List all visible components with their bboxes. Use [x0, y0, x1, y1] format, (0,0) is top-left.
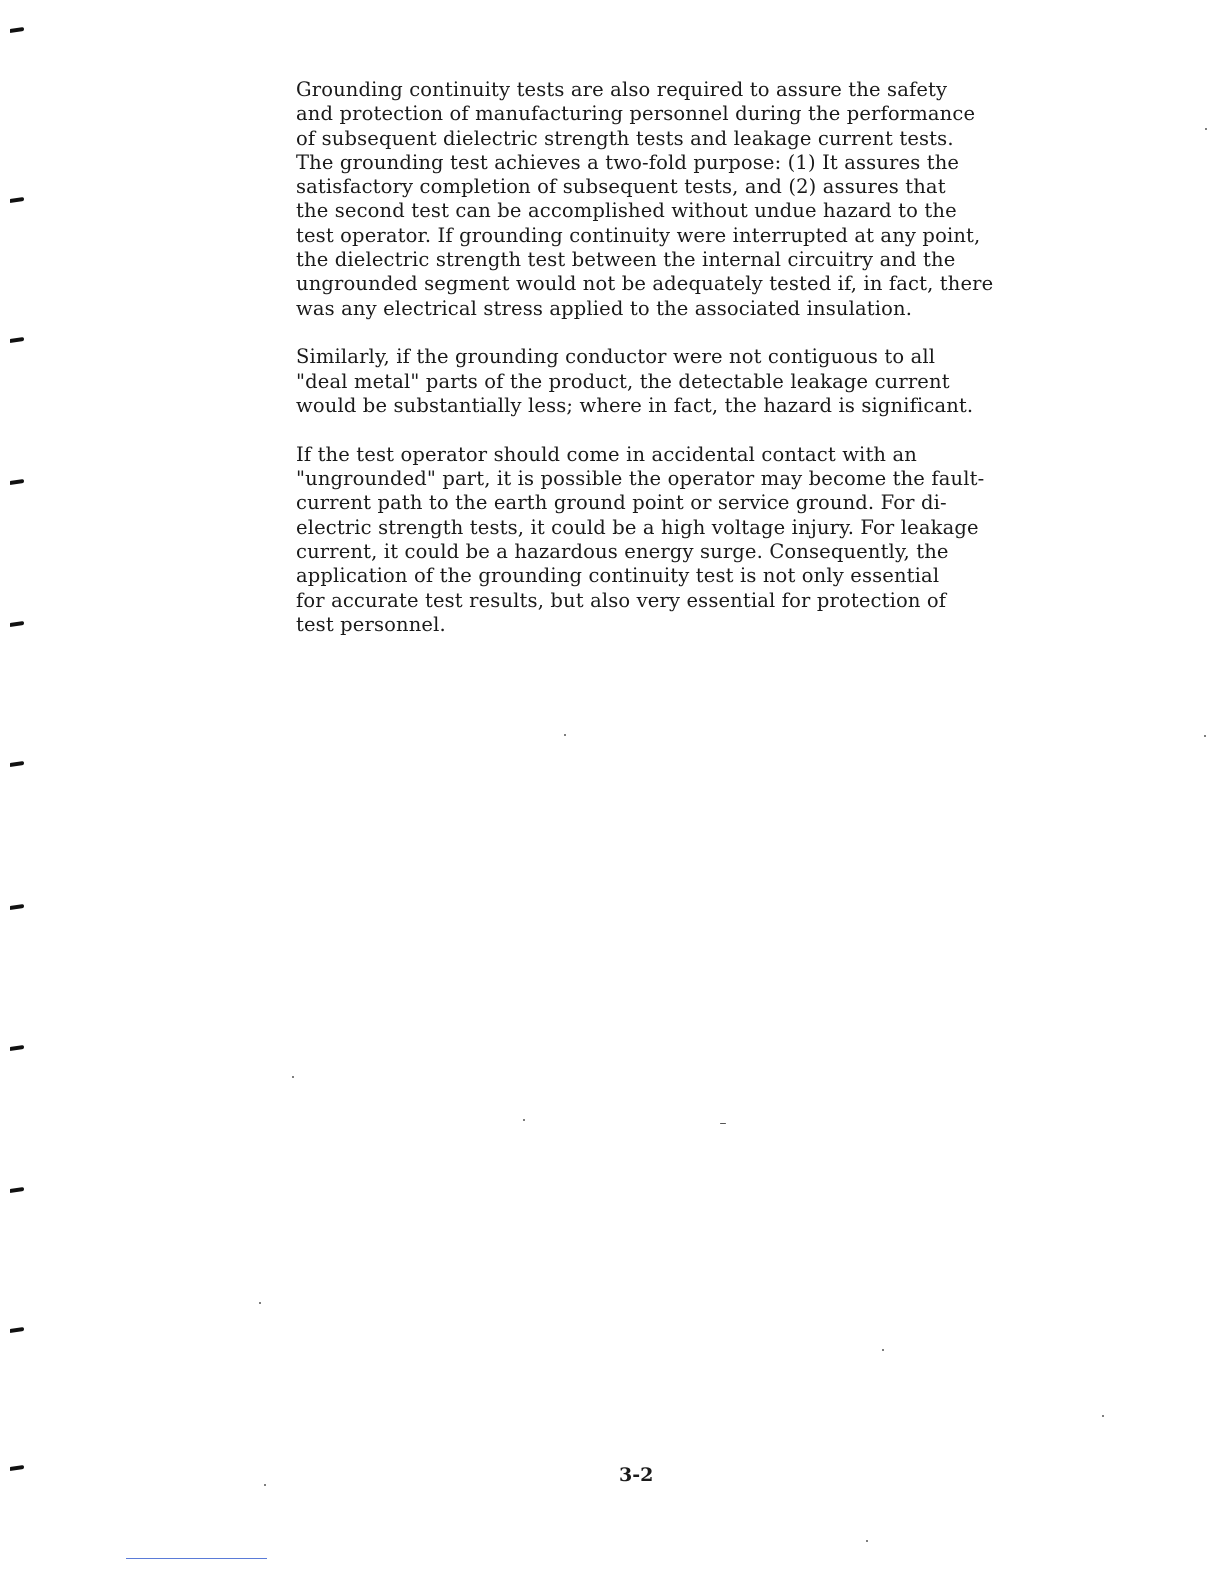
binder-hole-mark [10, 761, 24, 767]
scan-speck [882, 1349, 884, 1351]
binder-hole-mark [10, 1327, 24, 1333]
binder-hole-mark [10, 904, 24, 910]
binder-hole-mark [10, 1187, 24, 1193]
scan-speck [1205, 128, 1207, 130]
scan-speck [1102, 1415, 1104, 1417]
bottom-rule [126, 1558, 267, 1559]
paragraph-1 [296, 78, 1066, 321]
text-line: satisfactory completion of subsequent tests, and (2) assures that [296, 175, 946, 199]
binder-hole-mark [10, 337, 24, 343]
text-line: If the test operator should come in accidental contact with an [296, 442, 917, 466]
scan-speck [264, 1484, 266, 1486]
body-text [296, 78, 1066, 637]
text-line: application of the grounding continuity test is not only essential [296, 564, 940, 588]
scan-speck [720, 1123, 726, 1124]
text-line: "deal metal" parts of the product, the detectable leakage current [296, 369, 950, 393]
binder-hole-mark [10, 197, 24, 203]
scan-speck [1204, 735, 1206, 737]
text-line: The grounding test achieves a two-fold purpose: (1) It assures the [296, 150, 960, 174]
text-line: test operator. If grounding continuity were interrupted at any point, [296, 223, 981, 247]
text-line: and protection of manufacturing personnel during the performance [296, 102, 976, 126]
paragraph-3 [296, 443, 1066, 637]
text-line: would be substantially less; where in fact, the hazard is significant. [296, 394, 974, 418]
page-number: 3-2 [619, 1464, 654, 1486]
text-line: was any electrical stress applied to the associated insulation. [296, 296, 913, 320]
text-line: the second test can be accomplished without undue hazard to the [296, 199, 957, 223]
paragraph-spacer [296, 418, 1066, 443]
text-line: current, it could be a hazardous energy surge. Consequently, the [296, 540, 949, 564]
text-line: for accurate test results, but also very essential for protection of [296, 588, 947, 612]
text-line: Similarly, if the grounding conductor were not contiguous to all [296, 345, 936, 369]
scan-speck [259, 1302, 261, 1304]
text-line: electric strength tests, it could be a high voltage injury. For leakage [296, 515, 979, 539]
paragraph-2 [296, 345, 1066, 418]
text-line: the dielectric strength test between the internal circuitry and the [296, 248, 956, 272]
binder-hole-mark [10, 1465, 24, 1471]
text-line: ungrounded segment would not be adequately tested if, in fact, there [296, 272, 994, 296]
binder-hole-mark [10, 621, 24, 627]
text-line: test personnel. [296, 612, 446, 636]
binder-hole-mark [10, 479, 24, 485]
text-line: Grounding continuity tests are also required to assure the safety [296, 78, 948, 101]
text-line: "ungrounded" part, it is possible the operator may become the fault- [296, 467, 985, 491]
binder-hole-mark [10, 1045, 24, 1051]
scan-speck [292, 1076, 294, 1078]
scan-speck [564, 734, 566, 736]
binder-hole-mark [10, 27, 24, 33]
scan-speck [523, 1119, 525, 1121]
text-line: current path to the earth ground point or service ground. For di- [296, 491, 947, 515]
paragraph-spacer [296, 321, 1066, 346]
text-line: of subsequent dielectric strength tests and leakage current tests. [296, 126, 954, 150]
scan-speck [866, 1540, 868, 1542]
